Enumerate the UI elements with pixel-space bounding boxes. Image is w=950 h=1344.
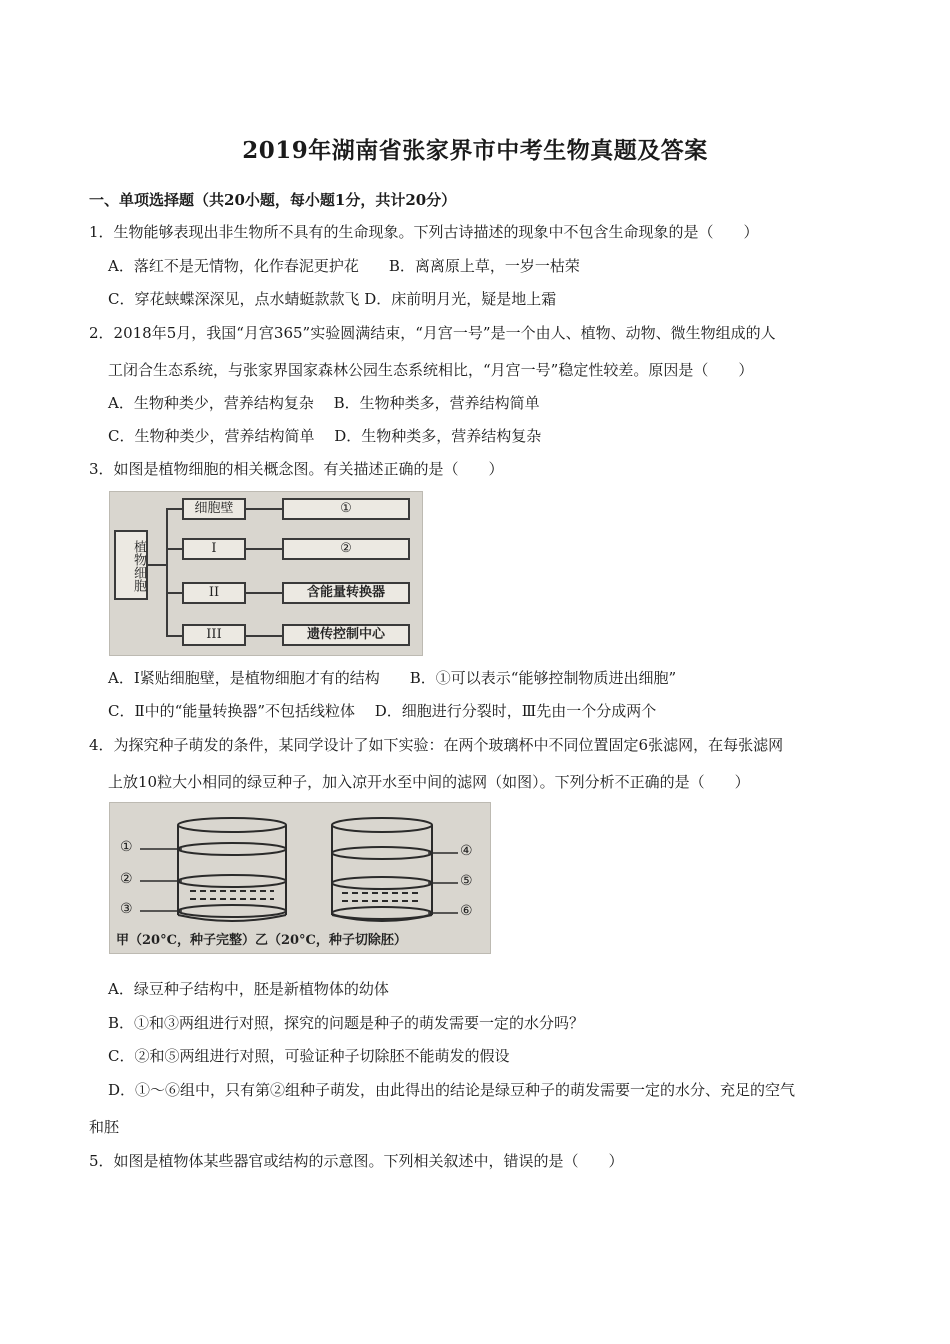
connector: [148, 564, 166, 566]
q2-stem-line2: 工闭合生态系统，与张家界国家森林公园生态系统相比，“月宫一号”稳定性较差。原因是（ ）: [108, 361, 754, 379]
concept-right-box: 含能量转换器: [282, 582, 410, 604]
water-lines-jia: [190, 891, 274, 899]
figure-caption: 甲（20°C，种子完整）乙（20°C，种子切除胚）: [116, 933, 407, 948]
beaker-yi: [332, 818, 432, 921]
section-heading: 一、单项选择题（共20小题，每小题1分，共计20分）: [89, 191, 457, 209]
q2-options-cd: C．生物种类少，营养结构简单 D．生物种类多，营养结构复杂: [108, 427, 542, 445]
page-title: 2019年湖南省张家界市中考生物真题及答案: [242, 137, 708, 164]
q1-options-ab: A．落红不是无情物，化作春泥更护花 B．离离原上草，一岁一枯荣: [108, 257, 580, 275]
connector: [166, 548, 182, 550]
q4-option-d-continued: 和胚: [89, 1118, 120, 1136]
connector: [166, 508, 182, 510]
marker-1: ①: [120, 839, 133, 855]
q2-stem-line1: 2．2018年5月，我国“月宫365”实验圆满结束，“月宫一号”是一个由人、植物、动物、微生物组成的人: [89, 324, 776, 342]
concept-left-box: I: [182, 538, 246, 560]
concept-root-box: 植物细胞: [114, 530, 148, 600]
q3-options-ab: A．Ⅰ紧贴细胞壁，是植物细胞才有的结构 B．①可以表示“能够控制物质进出细胞”: [108, 669, 677, 687]
q4-option-b: B．①和③两组进行对照，探究的问题是种子的萌发需要一定的水分吗？: [108, 1014, 585, 1032]
arrow: [246, 508, 282, 510]
q1-stem: 1．生物能够表现出非生物所不具有的生命现象。下列古诗描述的现象中不包含生命现象的是（ ）: [89, 223, 759, 241]
q3-options-cd: C．Ⅱ中的“能量转换器”不包括线粒体 D．细胞进行分裂时，Ⅲ先由一个分成两个: [108, 702, 657, 720]
water-lines-yi: [342, 893, 422, 901]
concept-left-box: III: [182, 624, 246, 646]
arrow: [246, 635, 282, 637]
q4-stem-line1: 4．为探究种子萌发的条件，某同学设计了如下实验：在两个玻璃杯中不同位置固定6张滤网，在每张滤网: [89, 736, 784, 754]
concept-left-box: 细胞壁: [182, 498, 246, 520]
q1-options-cd: C．穿花蛱蝶深深见，点水蜻蜓款款飞 D．床前明月光，疑是地上霜: [108, 290, 557, 308]
q3-concept-map-figure: [109, 491, 423, 656]
q4-seed-experiment-figure: [109, 802, 491, 954]
marker-4: ④: [460, 843, 473, 859]
connector: [166, 508, 168, 636]
arrow: [246, 548, 282, 550]
q5-stem: 5．如图是植物体某些器官或结构的示意图。下列相关叙述中，错误的是（ ）: [89, 1152, 624, 1170]
connector: [166, 592, 182, 594]
q4-option-c: C．②和⑤两组进行对照，可验证种子切除胚不能萌发的假设: [108, 1047, 510, 1065]
arrow: [246, 592, 282, 594]
q2-options-ab: A．生物种类少，营养结构复杂 B．生物种类多，营养结构简单: [108, 394, 540, 412]
concept-right-box: ①: [282, 498, 410, 520]
concept-right-box: 遗传控制中心: [282, 624, 410, 646]
concept-left-box: II: [182, 582, 246, 604]
q3-stem: 3．如图是植物细胞的相关概念图。有关描述正确的是（ ）: [89, 460, 504, 478]
marker-2: ②: [120, 871, 133, 887]
marker-6: ⑥: [460, 903, 473, 919]
marker-5: ⑤: [460, 873, 473, 889]
q4-option-a: A．绿豆种子结构中，胚是新植物体的幼体: [108, 980, 389, 998]
beaker-jia: [178, 818, 286, 921]
marker-3: ③: [120, 901, 133, 917]
q4-option-d: D．①～⑥组中，只有第②组种子萌发，由此得出的结论是绿豆种子的萌发需要一定的水分、充足的空气: [108, 1081, 796, 1099]
concept-right-box: ②: [282, 538, 410, 560]
q4-stem-line2: 上放10粒大小相同的绿豆种子，加入凉开水至中间的滤网（如图）。下列分析不正确的是（ ）: [108, 773, 750, 791]
connector: [166, 635, 182, 637]
